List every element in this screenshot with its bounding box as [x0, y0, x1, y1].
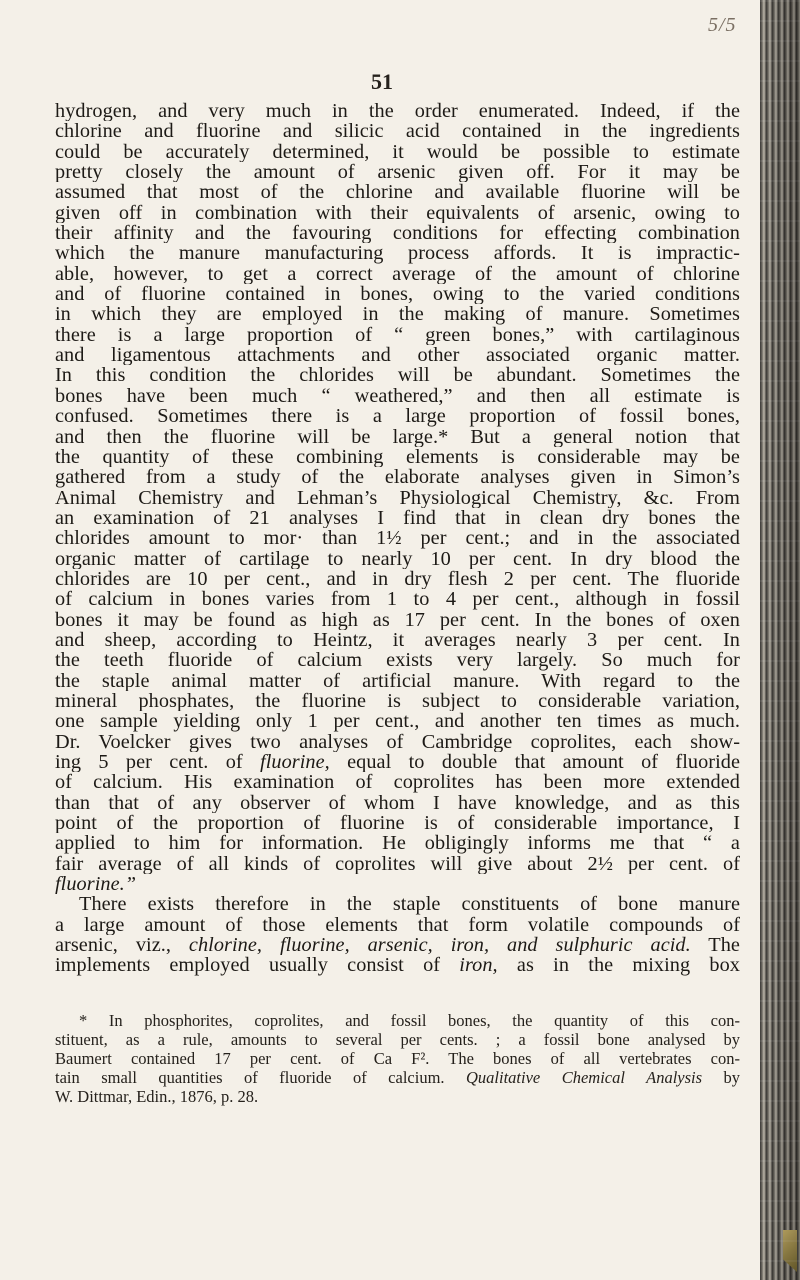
text-line: organic matter of cartilage to nearly 10 per cent. In dry blood the — [55, 548, 740, 569]
text-line: chlorine and fluorine and silicic acid contained in the ingredients — [55, 121, 740, 142]
italic-elements-list: chlorine, fluorine, arsenic, iron, and sulphuric acid. — [188, 935, 691, 956]
text-line: gathered from a study of the elaborate analyses given in Simon’s — [55, 467, 740, 488]
text-line-mixed — [55, 955, 740, 975]
text-line: a large amount of those elements that form volatile compounds of — [55, 914, 740, 936]
text-line: Animal Chemistry and Lehman’s Physiological Chemistry, &c. From — [55, 487, 740, 508]
text-line: given off in combination with their equivalents of arsenic, owing to — [55, 202, 740, 224]
footnote — [55, 1011, 740, 1106]
text-run: implements employed usually consist of — [55, 955, 460, 976]
footnote-line: Baumert contained 17 per cent. of Ca F². The bones of all vertebrates con- — [55, 1049, 740, 1069]
text-line: There exists therefore in the staple constituents of bone manure — [79, 894, 740, 915]
text-line: bones it may be found as high as 17 per cent. In the bones of oxen — [55, 609, 740, 630]
text-line: the teeth fluoride of calcium exists very largely. So much for — [55, 650, 740, 671]
text-run: arsenic, viz., — [55, 935, 189, 956]
text-line: confused. Sometimes there is a large proportion of fossil bones, — [55, 406, 740, 427]
text-run: ing 5 per cent. of — [55, 752, 261, 773]
text-line: chlorides are 10 per cent., and in dry flesh 2 per cent. The fluoride — [55, 568, 740, 590]
text-line-mixed — [55, 935, 740, 955]
italic-iron: iron, — [459, 955, 498, 976]
text-line: hydrogen, and very much in the order enumerated. Indeed, if the — [55, 101, 740, 122]
footnote-line: * In phosphorites, coprolites, and fossil bones, the quantity of this con- — [79, 1011, 740, 1030]
text-run: by — [702, 1068, 740, 1088]
text-line: of calcium in bones varies from 1 to 4 per cent., although in fossil — [55, 589, 740, 610]
text-line: the staple animal matter of artificial manure. With regard to the — [55, 670, 740, 691]
text-line: able, however, to get a correct average of the amount of chlorine — [55, 263, 740, 285]
text-line-mixed — [55, 752, 740, 772]
text-line: chlorides amount to mor· than 1½ per cent.; and in the associated — [55, 528, 740, 549]
text-line: one sample yielding only 1 per cent., and another ten times as much. — [55, 711, 740, 732]
text-line: there is a large proportion of “ green bones,” with cartilaginous — [55, 324, 740, 346]
text-line: In this condition the chlorides will be abundant. Sometimes the — [55, 365, 740, 386]
text-line: and then the fluorine will be large.* But a general notion that — [55, 426, 740, 447]
text-line: point of the proportion of fluorine is of considerable importance, I — [55, 813, 740, 834]
text-line: which the manure manufacturing process affords. It is impractic- — [55, 243, 740, 264]
text-line: and ligamentous attachments and other associated organic matter. — [55, 345, 740, 366]
text-line: and of fluorine contained in bones, owing to the varied conditions — [55, 284, 740, 305]
book-binding-edge — [760, 0, 800, 1280]
text-line: Dr. Voelcker gives two analyses of Cambridge coprolites, each show- — [55, 731, 740, 752]
main-text-block — [55, 101, 740, 976]
text-line: than that of any observer of whom I have knowledge, and as this — [55, 792, 740, 814]
text-line: mineral phosphates, the fluorine is subject to considerable variation, — [55, 690, 740, 712]
text-run: tain small quantities of fluoride of calcium. — [55, 1068, 466, 1088]
text-line: and sheep, according to Heintz, it averages nearly 3 per cent. In — [55, 629, 740, 651]
text-line: applied to him for information. He obligingly informs me that “ a — [55, 833, 740, 854]
marginal-note: 5/5 — [708, 14, 737, 36]
text-line: bones have been much “ weathered,” and then all estimate is — [55, 385, 740, 407]
text-line: of calcium. His examination of coprolites has been more extended — [55, 772, 740, 793]
text-run: equal to double that amount of fluoride — [329, 752, 740, 773]
text-line: assumed that most of the chlorine and available fluorine will be — [55, 182, 740, 203]
footnote-line: stituent, as a rule, amounts to several per cents. ; a fossil bone analysed by — [55, 1030, 740, 1050]
text-run: as in the mixing box — [497, 955, 740, 976]
text-line: in which they are employed in the making of manure. Sometimes — [55, 304, 740, 325]
italic-book-title: Qualitative Chemical Analysis — [466, 1068, 703, 1088]
text-line: an examination of 21 analyses I find that in clean dry bones the — [55, 507, 740, 529]
text-line: fluorine.” — [55, 874, 137, 895]
text-line: their affinity and the favouring conditions for effecting combination — [55, 223, 740, 244]
text-line: pretty closely the amount of arsenic given off. For it may be — [55, 162, 740, 183]
footnote-line-mixed — [55, 1068, 740, 1087]
page-number: 51 — [371, 69, 393, 94]
footnote-line: W. Dittmar, Edin., 1876, p. 28. — [55, 1087, 259, 1107]
text-run: The — [690, 935, 740, 956]
text-line: the quantity of these combining elements is considerable may be — [55, 446, 740, 468]
text-line: could be accurately determined, it would be possible to estimate — [55, 141, 740, 163]
binding-corner-icon — [783, 1230, 797, 1272]
text-line: fair average of all kinds of coprolites will give about 2½ per cent. of — [55, 853, 740, 875]
italic-fluorine: fluorine, — [260, 752, 330, 773]
